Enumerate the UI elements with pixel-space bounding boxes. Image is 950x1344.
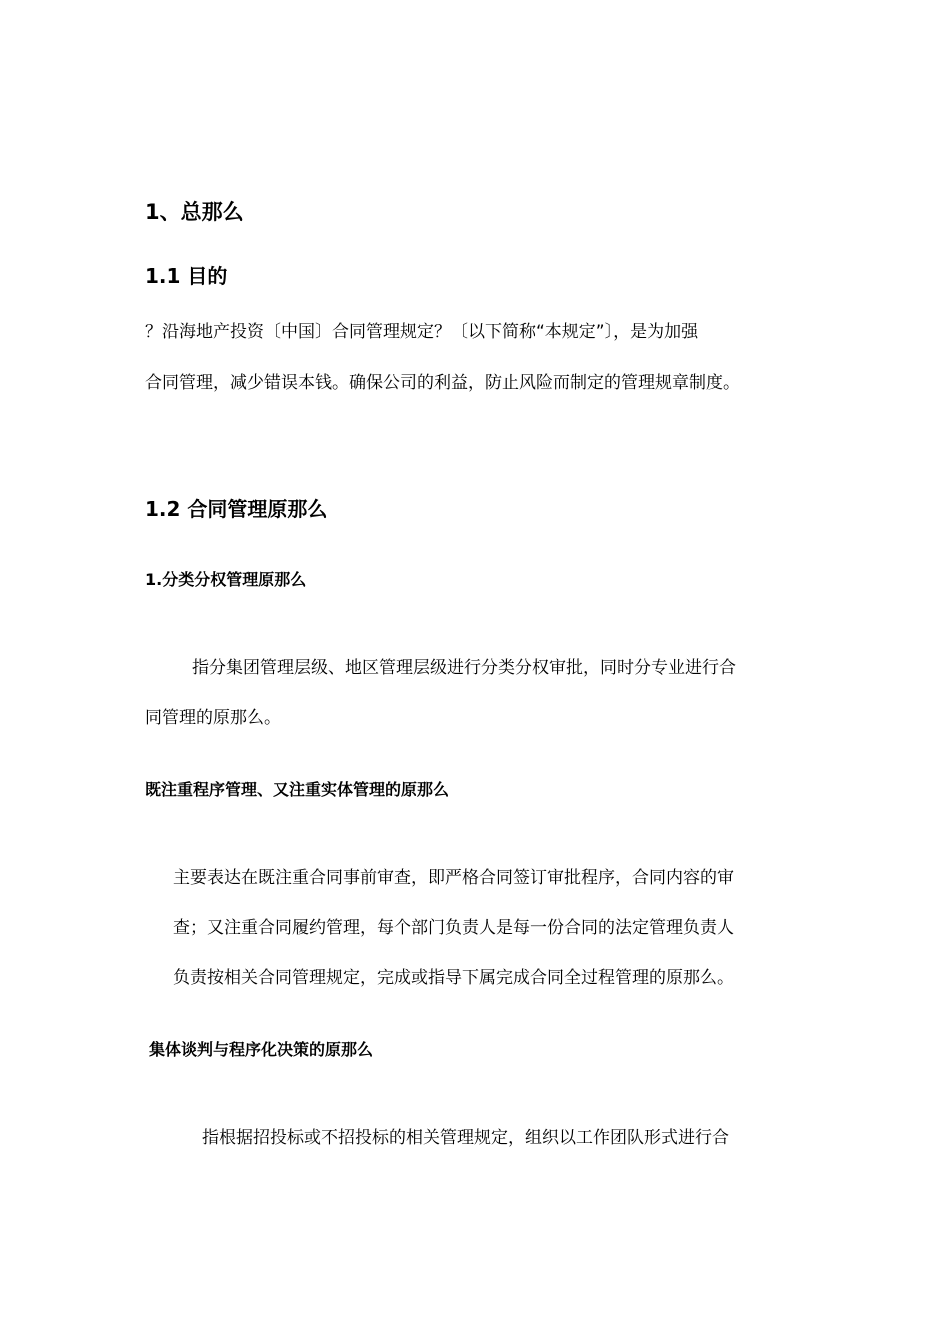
principle-1-title: 1.分类分权管理原那么 — [145, 570, 307, 589]
principle-3-title: 集体谈判与程序化决策的原那么 — [149, 1040, 374, 1059]
purpose-paragraph-line-2: 合同管理，减少错误本钱。确保公司的利益，防止风险而制定的管理规章制度。 — [145, 373, 740, 393]
principle-1-line-1: 指分集团管理层级、地区管理层级进行分类分权审批，同时分专业进行合 — [192, 658, 736, 678]
principle-2-title: 既注重程序管理、又注重实体管理的原那么 — [145, 780, 450, 799]
heading-contract-management-principles: 1.2 合同管理原那么 — [145, 497, 328, 521]
principle-1-line-2: 同管理的原那么。 — [145, 708, 281, 728]
purpose-paragraph-line-1: ？沿海地产投资〔中国〕合同管理规定？〔以下简称“本规定”〕，是为加强 — [145, 322, 699, 342]
heading-purpose: 1.1 目的 — [145, 264, 228, 288]
principle-2-line-2: 查；又注重合同履约管理，每个部门负责人是每一份合同的法定管理负责人 — [173, 918, 734, 938]
heading-general-principles: 1、总那么 — [145, 200, 244, 224]
principle-3-line-1: 指根据招投标或不招投标的相关管理规定，组织以工作团队形式进行合 — [202, 1128, 729, 1148]
principle-2-line-3: 负责按相关合同管理规定，完成或指导下属完成合同全过程管理的原那么。 — [173, 968, 734, 988]
principle-2-line-1: 主要表达在既注重合同事前审查，即严格合同签订审批程序，合同内容的审 — [173, 868, 734, 888]
